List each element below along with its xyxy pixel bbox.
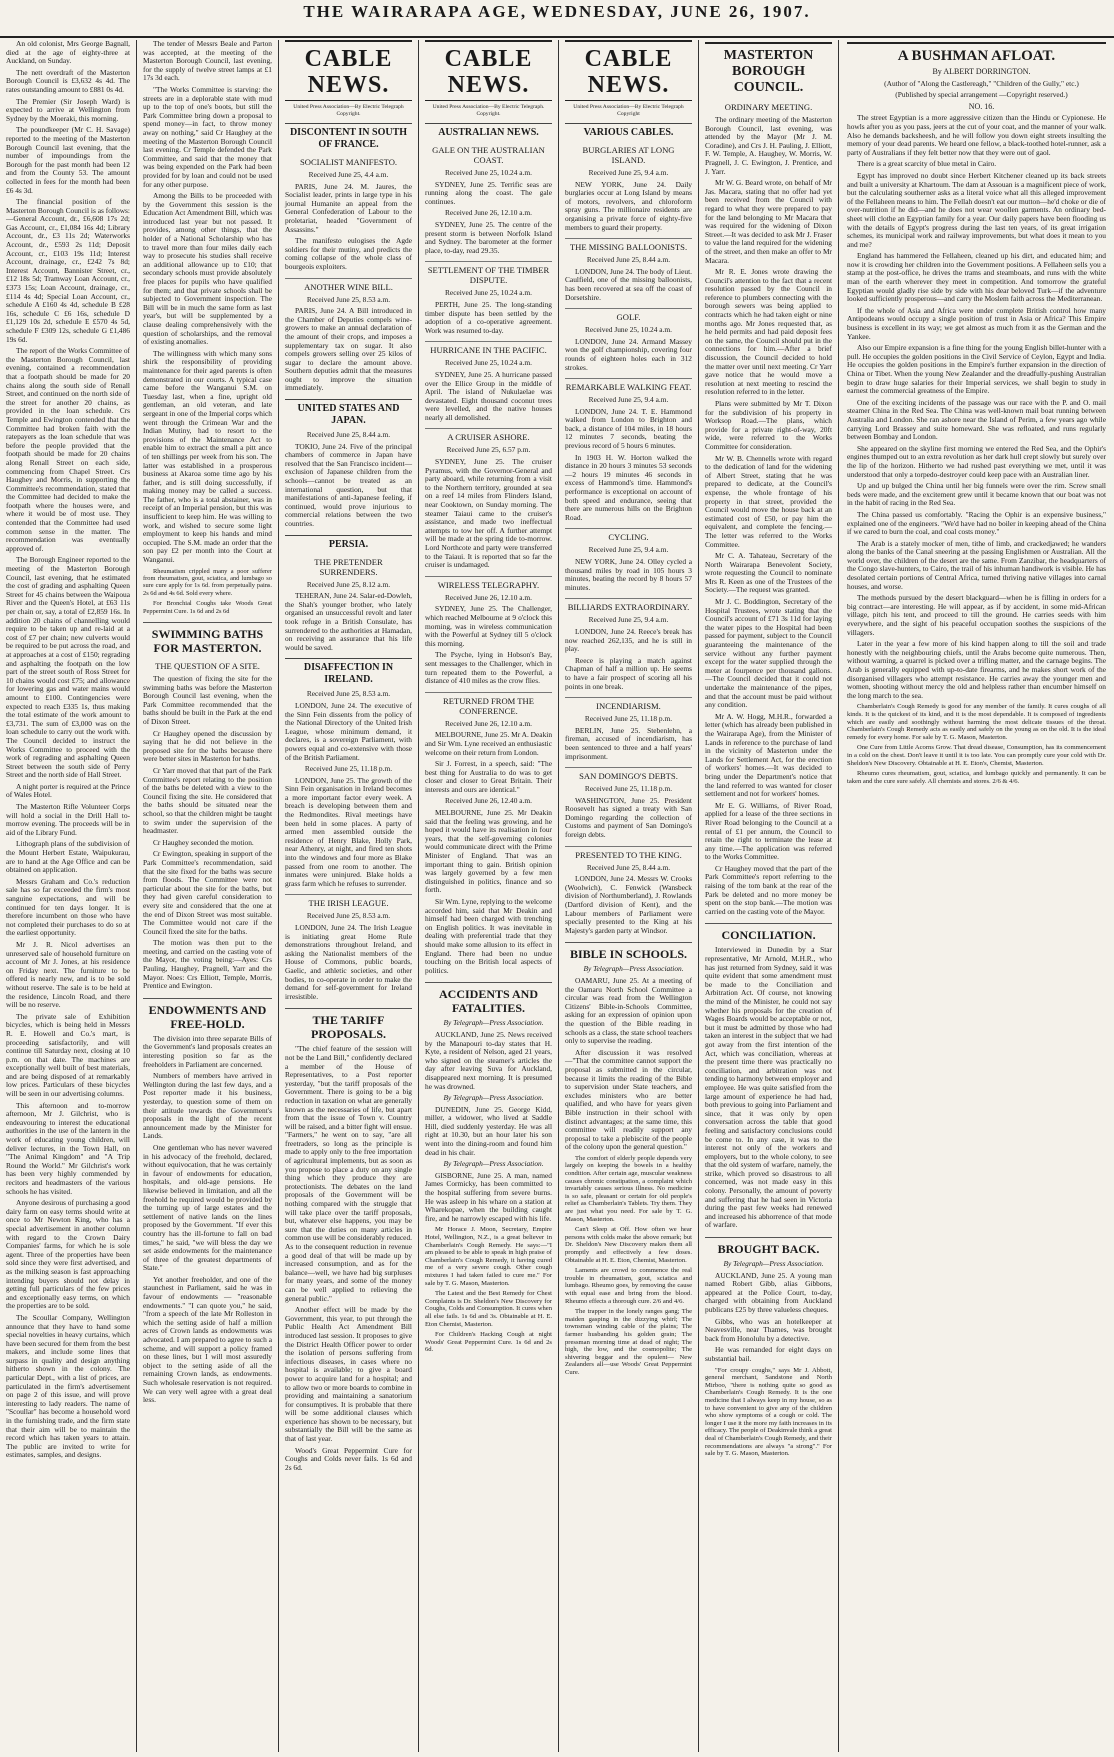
local-note: This afternoon and to-morrow afternoon, Mr J. Gilchrist, who is endeavouring to interest the educational authorities in the use of the lantern in the work of educating young children, will deliver lectures, in the Town Hall, on "The Animal Kingdom" and "A Trip Round the World." Mr Gilchrist's work has been very highly commended by recitors and headmasters of the various schools he has visited.: [6, 1100, 130, 1196]
article-paragraph: OAMARU, June 25. At a meeting of the Oamaru North School Committee a circular was read from the Wellington Citizens' Bible-in-Schools Committee, asking for an expression of opinion upon the question of the Bible reading in schools as a class, the state school teachers only to supervise the reading.: [565, 976, 692, 1046]
byline: By Telegraph—Press Association.: [443, 1018, 544, 1028]
subheadline: BURGLARIES AT LONG ISLAND.: [582, 145, 675, 165]
received-time: Received June 26, 12.10 a.m.: [444, 718, 533, 728]
note: The willingness with which many sons shirk the responsibility of providing maintenance for their aged parents is often demonstrated in our courts. A typical case came before the Wanganui S.M. on Tuesday last, when a fine, upright old gentleman, an old veteran, and late sergeant in one of the Imperial corps which went through the Crimean War and the Indian Mutiny, had to resort to the provisions of the Maintenance Act to enable him to extract the small a pitt ance of ten shillings per week from his son. The latter was established in a prosperous business at Akaroa some time ago by his father, and is still doing successfully, if making money may be called a success. The father, who is a total abstainer, was in receipt of an Imperial pension, but this was insufficient to keep him. He was willing to work, and wished to secure some light employment to keep his hands and mind occupied. The S.M. made an order that the son pay £2 per month into the Court at Wanganui.: [143, 348, 272, 565]
article-paragraph: TOKIO, June 24. Five of the principal chambers of commerce in Japan have resolved that the San Francisco incident—exclusion of Japanese children from the schools—cannot be treated as an international question, but that manifestations of anti-Japanese feeling, if continued, would prove injurious to commercial relations between the two countries.: [285, 441, 412, 528]
advertisement: "For croupy coughs," says Mr J. Abbott, general merchant, Sandstone and North Mirboo, "there is nothing quite so good as Chamberlain's Cough Remedy. It is the one medicine that I always keep in my house, so as to have convenient to give any of the children who show symptoms of a cough or cold. The longer I use it the more my faith increases in its efficacy. The people of Deakinvale think a great deal of Chamberlain's Cough Remedy, and their recommendations are always "a strong"." For sale by T. G. Mason, Masterton.: [705, 1366, 832, 1458]
received-time: Received June 25, 9.4 a.m.: [588, 168, 669, 177]
local-note: The Masterton Rifle Volunteer Corps will hold a social in the Drill Hall to-morrow evening. The proceeds will be in aid of the Library Fund.: [6, 802, 130, 837]
article-paragraph: LONDON, June 24. Armand Massey won the golf championship, covering four rounds of eighteen holes each in 312 strokes.: [565, 336, 692, 372]
article-paragraph: In 1903 H. W. Horton walked the distance in 20 hours 3 minutes 53 seconds—2 hours 19 minutes 46 seconds in excess of Hammond's time. Hammond's performance is exceptional on account of both speed and endurance, seeing that there are numerous hills on the Brighton Road.: [565, 452, 692, 522]
article-paragraph: WASHINGTON, June 25. President Roosevelt has signed a treaty with San Domingo regarding the collection of Customs and payment of San Domingo's foreign debts.: [565, 795, 692, 840]
article-paragraph: LONDON, June 25. The growth of the Sinn Fein organisation in Ireland becomes a more important factor every week. A breach is developing between them and the Redmondites. Rival meetings have been held in some places. A party of armed men assembled outside the residence of Henry Blake, Holly Park, near Athenry, at night, and fired ten shots into the windows and four more as Blake passed from one room to another. The inmates were uninjured. Blake holds a grass farm which he refuses to surrender.: [285, 775, 412, 888]
advertisement: One Cure from Little Acorns Grow. That dread disease, Consumption, has its commencement in a cold on the chest. Don't leave it until it is too late. You can promptly cure your cold with Dr. Sheldon's New Discovery. Obtainable at H. E. Eton's, Chemist, Masterton.: [847, 744, 1106, 767]
column-borough-council: [699, 40, 838, 1752]
subheadline: THE QUESTION OF A SITE.: [155, 661, 260, 672]
received-time: Received June 25, 8.12 a.m.: [306, 579, 391, 589]
article-paragraph: The manifesto eulogises the Agde soldiers for their mutiny, and predicts the coming collapse of the whole class of bourgeois exploiters.: [285, 236, 412, 271]
headline: UNITED STATES AND JAPAN.: [285, 399, 412, 427]
local-note: Messrs Graham and Co.'s reduction sale has so far exceeded the firm's most sanguine expectations, and will be continued for ten days longer. It is therefore incumbent on those who have not completed their purchases to do so at the earliest opportunity.: [6, 876, 130, 938]
article-paragraph: AUCKLAND, June 25. News received by the Manapouri to-day states that H. Kyte, a resident of Nelson, aged 21 years, who signed on the steamer's articles the day after leaving Suva for Auckland, disappeared next morning. It is presumed he was drowned.: [425, 1029, 552, 1091]
column-cable-news-2: [419, 40, 558, 1752]
article-paragraph: Mr J. C. Boddington, Secretary of the Hospital Trustees, wrote stating that the Council's account of £71 3s 11d for laying the water pipes to the Hospital had been passed for payment, subject to the Council guaranteeing the maintenance of the service without any further payment except for the water supplied through the meter at fourpence per thousand gallons.—The Council decided that it could not undertake the maintenance of the pipes, and that the account must be paid without any condition.: [705, 597, 832, 710]
received-time: Received June 26, 12.10 a.m.: [444, 208, 533, 218]
note: "The Works Committee is starving: the streets are in a deplorable state with mud up to the top of one's boots, but still the Park Committee bring down a proposal to spend money—in fact, to throw money away on nothing," said Cr Haughey at the meeting of the Masterton Borough Council last evening. Cr Temple defended the Park Committee, and said that the money that was being expended on the Park had been provided for by loan and could not be used for any other purpose.: [143, 84, 272, 189]
subheadline: WIRELESS TELEGRAPHY.: [425, 576, 552, 590]
note: The tender of Messrs Beale and Parton was accepted, at the meeting of the Masterton Borough Council, last evening, for the supply of twelve street lamps at £1 17s 3d each.: [143, 40, 272, 83]
received-time: Received June 25, 8.53 a.m.: [306, 689, 391, 699]
article-paragraph: SYDNEY, June 25. A hurricane passed over the Ellice Group in the middle of April. The island of Nukulaelae was devastated. Eight thousand coconut trees were levelled, and the native houses nearly all demolished.: [425, 369, 552, 422]
story-paragraph: Also our Empire expansion is a fine thing for the young English billet-hunter with a pull. He occupies the golden positions in the Civil Service of Ceylon, Egypt and India. He occupies the golden positions in the Empire's further expansion in the direction of China or Tibet. When the young New Zealander and the dreadfully-pushing Australian begin to draw huge salaries for their Imperial services, we shall begin to study in earnest the commercial greatness of the Empire.: [847, 343, 1106, 396]
byline: By Telegraph—Press Association.: [443, 1159, 544, 1169]
article-paragraph: MELBOURNE, June 25. Mr Deakin said that the feeling was growing, and he hoped it would have its realisation in four years, that the self-governing colonies would communicate direct with the Prime Minister of England. That was an important thing to gain. British opinion was largely governed by a few men distinguished in politics, finance and so forth.: [425, 808, 552, 895]
publication-note: (Published by special arrangement —Copyright reserved.): [895, 90, 1068, 100]
article-paragraph: "The chief feature of the session will not be the Land Bill," confidently declared a member of the House of Representatives, to a Post reporter yesterday, "but the tariff proposals of the Government. There is going to be a big reduction in taxation on what are generally known as the necessaries of life, but apart from that the issue of Town v. Country will be raised, and a bitter fight will ensue. "Farmers," he went on to say, "are all freetraders, so long as the principle is made to apply only to the free importation of agricultural implements, but as soon as you propose to place a duty on any single thing which they produce they are protectionists. The debates on the land proposals of the Government will be nothing compared with the struggle that will take place over the tariff proposals, but, whatever else happens, you may be sure that the duties on many articles in common use will be considerably reduced. As to the consequent reduction in revenue a good deal of that will be made up by increased consumption, and as for the balance—well, we have had big surpluses for many years, and some of the money can be well applied to relieving the general public.": [285, 1044, 412, 1303]
local-note: A night porter is required at the Prince of Wales Hotel.: [6, 781, 130, 800]
subheadline: SOCIALIST MANIFESTO.: [299, 157, 398, 167]
story-paragraph: Up and up bulged the China until her big funnels were over the rim. Screw small beds were made, and the excitement grew until it became known that our boat was not in the habit of racing in the Red Sea.: [847, 481, 1106, 508]
local-note: The financial position of the Masterton Borough Council is as follows:—General Account, dr., £6,608 17s 2d; Gas Account, cr., £1,084 16s 4d; Library Account, dr., £3 11s 2d; Waterworks Account, dr., £593 2s 11d; Deposit Account, cr., £103 19s 11d; Interest Account, drainage, cr., £242 7s 8d; Interest Account, Bannister Street, cr., £12 18s 5d; Tramway Loan Account, cr., £373 15s; Loan Account, drainage, cr., £114 4s 4d; Special Loan Account, cr., schedule A £160 4s 4d, schedule B £28 16s, schedule C £6 16s, schedule D £1,129 10s 2d, schedule E £570 4s 5d, schedule F £309 12s, schedule G £1,486 19s 6d.: [6, 197, 130, 344]
advertisement: For Bronchial Coughs take Woods Great Peppermint Cure. 1s 6d and 2s 6d: [143, 600, 272, 615]
section-title: CABLE NEWS.: [425, 40, 552, 101]
article-paragraph: DUNEDIN, June 25. George Kidd, miller, a widower, who lived at Saddle Hill, died suddenly yesterday. He was all right at 10.30, but an hour later his son went into the dining-room and found him dead in his chair.: [425, 1104, 552, 1157]
headline: AUSTRALIAN NEWS.: [425, 123, 552, 139]
wire-credit: United Press Association—By Electric Telegraph Copyright: [573, 104, 684, 117]
headline-tariff: THE TARIFF PROPOSALS.: [285, 1008, 412, 1041]
column-council-notes: [137, 40, 278, 1752]
received-time: Received June 25, 9.4 a.m.: [588, 545, 669, 555]
column-local-notes: [0, 40, 136, 1752]
headline-bushman-afloat: A BUSHMAN AFLOAT.: [847, 42, 1106, 64]
headline-accidents: ACCIDENTS AND FATALITIES.: [425, 982, 552, 1015]
story-paragraph: There is a great scarcity of blue metal in Cairo.: [857, 159, 997, 169]
headline-borough-council: MASTERTON BOROUGH COUNCIL.: [705, 42, 832, 96]
story-paragraph: If the whole of Asia and Africa were under complete British control how many Antipodeans would occupy a single position of trust in Asia or Africa? This Empire business is excellent in its way; we get almost as much from it as the German and the Yankee.: [847, 305, 1106, 341]
article-paragraph: Gibbs, who was an hotelkeeper at Neavesville, near Thames, was brought back from Honolulu by a detective.: [705, 1316, 832, 1343]
subheadline: THE PRETENDER SURRENDERS.: [314, 556, 383, 577]
article-paragraph: Cr Haughey opened the discussion by saying that he did not believe in the proposed site for the baths because there were better sites in Masterton for baths.: [143, 728, 272, 764]
story-paragraph: The street Egyptian is a more aggressive citizen than the Hindu or Cypionese. He howls after you as you pass, jeers at the cut of your coat, and the manner of your walk. Also he demands backsheesh, and he will follow you down eight streets insulting the memory of your dead parents. We heard one fellow, a black-toothed hotel-runner, ask a party of Australians if they felt better now that they were out of gaol.: [847, 113, 1106, 157]
headline-swimming-baths: SWIMMING BATHS FOR MASTERTON.: [143, 622, 272, 655]
article-paragraph: GISBORNE, June 25. A man, named James Cormicky, has been committed to the hospital suffering from severe burns. He was asleep in his whare on a station at Wharekopae, when the building caught fire, and he narrowly escaped with his life.: [425, 1170, 552, 1223]
local-note: The report of the Works Committee of the Masterton Borough Council, last evening, contained a recommendation that a footpath should be made for 20 chains along the south side of Renall Street, and continued on the north side of the street for another 20 chains, as provided in the loan schedule. Crs Temple and Ewington contended that the Committee had broken faith with the ratepayers as the loan schedule that was before the people provided that the footpath should be made for 20 chains along Renall Street on each side, commencing from Chapel Street. Crs Haughey and Morris, in supporting the Committee's recommendation, stated that the Committee had decided to make the footpath where the houses were, and where it would be of most use. They contended that the Committee had used common sense in the matter. The recommendation was eventually approved of.: [6, 346, 130, 553]
headline-brought-back: BROUGHT BACK.: [705, 1237, 832, 1256]
article-paragraph: Mr E. G. Williams, of River Road, applied for a lease of the three sections in River Road belonging to the Council at a rental of £1 per annum, the Council to retain the right to terminate the lease at any time.—The application was referred to the Works Committee.: [705, 800, 832, 862]
subheadline: REMARKABLE WALKING FEAT.: [565, 378, 692, 392]
received-time: Received June 25, 11.18 p.m.: [584, 714, 673, 724]
article-paragraph: TEHERAN, June 24. Salar-ed-Dowleh, the Shah's younger brother, who lately organised an unsuccessful revolt and later took refuge in a British Consulate, has surrendered to the authorities at Hamadan, on receiving an assurance that his life would be saved.: [285, 591, 412, 652]
article-paragraph: Cr Haughey moved that the part of the Park Committee's report referring to the raising of the tom bank at the rear of the Park be deleted and no more money be spent on the stop bank.—The motion was carried on the casting vote of the Mayor.: [705, 863, 832, 916]
local-note: The Scoullar Company, Wellington announce that they have to hand some special novelties in heavy curtains, which have been secured for them from the best makers, and include some lines that surpass in quality and design anything hitherto shown in the colony. The particular Dept., with a list of prices, are particulated in the firm's advertisement on page 2 of this issue, and will prove interesting to lady readers. The name of "Scoullar" has become a household word in the furnishing trade, and the firm state that their aim will be to maintain the record which has taken years to attain. The public are invited to write for estimates, samples, and designs.: [6, 1312, 130, 1460]
received-time: Received June 25, 10.24 a.m.: [584, 325, 673, 335]
subheadline: SAN DOMINGO'S DEBTS.: [565, 767, 692, 781]
headline: DISCONTENT IN SOUTH OF FRANCE.: [285, 123, 412, 151]
article-paragraph: SYDNEY, June 25. Terrific seas are running along the coast. The gale continues.: [425, 179, 552, 206]
section-title: CABLE NEWS.: [285, 40, 412, 101]
advertisement: For Children's Hacking Cough at night Woods' Great Peppermint Cure. 1s 6d and 2s 6d.: [425, 1331, 552, 1354]
advertisement: Laments are crowd to commence the real trouble in rheumatism, gout, sciatica and lumbago. Rheumo goes, by removing the cause with equal ease and bring from the blood. Rheumo effects a thorough cure. 2/6 and 4/6.: [565, 1267, 692, 1305]
column-cable-news-3: [559, 40, 698, 1752]
article-paragraph: BERLIN, June 25. Stebenlehn, a fireman, accused of incendiarism, has been sentenced to three and a half years' imprisonment.: [565, 725, 692, 761]
local-note: An old colonist, Mrs George Bagnall, died at the age of eighty-three at Auckland, on Sunday.: [6, 40, 130, 66]
article-paragraph: Sir Wm. Lyne, replying to the welcome accorded him, said that Mr Deakin and himself had been charged with trenching on English politics. It was inevitable in dealing with preferential trade that they should make some allusion to its effect in England. There had been no undue touching on the British local aspects of politics.: [425, 897, 552, 975]
column-serial-story: [839, 40, 1114, 1752]
advertisement: The comfort of elderly people depends very largely on keeping the bowels in a healthy condition. After certain age, muscular weakness causes chronic constipation, a complaint which invariably causes serious illness. No medicine is so safe, pleasant or certain for old people's relief as Chamberlain's Tablets. Try them. They are just what you need. For sale by T. G. Mason, Masterton.: [565, 1154, 692, 1223]
masthead-paper-name: THE WAIRARAPA AGE,: [303, 2, 528, 21]
article-paragraph: He was remanded for eight days on substantial bail.: [705, 1345, 832, 1363]
subheadline: PRESENTED TO THE KING.: [565, 846, 692, 860]
article-paragraph: Another effect will be made by the Government, this year, to put through the Public Health Act Amendment Bill introduced last session. It proposes to give the District Health Officer power to order the isolation of persons suffering from infectious diseases, in cases where no hospital is available; to give a board power to acquire land for a hospital; and to allow two or more boards to combine in providing and maintaining a sanatorium for consumptives. It is probable that there will be some additional clauses which experience has shown to be necessary, but substantially the Bill will be the same as that of last year.: [285, 1305, 412, 1444]
column-cable-news-1: [279, 40, 418, 1752]
story-paragraph: Later in the year a few more of his kind happen along to till the soil and trade honestly with the neighbouring chiefs, until the Arabs become quite numerous. Then, without warning, a quarrel is picked over a trifling matter, and the carnage begins. The Arab is generally equipped with up-to-date firearms, and he makes short work of the disorganised villagers who attempt resistance. He carries away the younger men and women, shooting without mercy the old and helpless rather than encumber himself on the long march to the sea.: [847, 639, 1106, 700]
byline: By Telegraph—Press Association.: [443, 1093, 544, 1103]
local-note: Mr J. R. Nicol advertises an unreserved sale of household furniture on account of Mr J. Jones, at his residence on Friday next. The furniture to be offered is nearly new, and is to be sold without reserve. The sale is to be held at the residence, Lincoln Road, and there will be no reserve.: [6, 939, 130, 1010]
local-note: Anyone desirous of purchasing a good dairy farm on easy terms should write at once to Mr Newton King, who has a special advertisement in another column with regard to the Crown Dairy Companies' farms, for which he is sole agent. Three of the properties have been sold since they were first advertised, and as the milking season is fast approaching intending buyers should not delay in getting full particulars of the few prices and exceptionally easy terms, on which the properties are to be sold.: [6, 1198, 130, 1311]
article-paragraph: The question of fixing the site for the swimming baths was before the Masterton Borough Council last evening, when the Park Committee recommended that the baths should be built in the Park at the end of Dixon Street.: [143, 674, 272, 727]
advertisement: Wood's Great Peppermint Cure for Coughs and Colds never fails. 1s 6d and 2s 6d.: [285, 1445, 412, 1472]
local-note: The poundkeeper (Mr C. H. Savage) reported to the meeting of the Masterton Borough Council last evening, that the number of impoundings from the Borough for the past month had been 12 and from the County 53. The amount collected in fees for the month had been £6 4s 3d.: [6, 125, 130, 195]
headline: DISAFFECTION IN IRELAND.: [285, 658, 412, 686]
article-paragraph: Sir J. Forrest, in a speech, said: "The best thing for Australia to do was to get closer and closer to Great Britain. Their interests and ours are identical.": [425, 759, 552, 794]
received-time: Received June 25, 8.44 a.m.: [586, 255, 671, 265]
article-paragraph: Mr R. E. Jones wrote drawing the Council's attention to the fact that a recent resolution passed by the Council in reference to plumbers connecting with the borough sewers was being applied to contracts which he had taken eight or nine months ago. Mr Jones requested that, as he held permits and had paid deposit fees on the same, the Council should put in the connections for him.—After a brief discussion, the Council decided to hold the matter over until next meeting. Cr Yarr gave notice that he would move a resolution at next meeting to rescind the resolution referred to in the letter.: [705, 267, 832, 397]
local-note: Lithograph plans of the subdivision of the Mount Herbert Estate, Waipukurau, are to hand at the Age Office and can be obtained on application.: [6, 839, 130, 875]
section-title: CABLE NEWS.: [565, 40, 692, 101]
story-paragraph: One of the exciting incidents of the passage was our race with the P. and O. mail steamer China in the Red Sea. The China was well-known mail boat running between Australia and London. She ran ashore near the Island of Perim, a few years ago while carrying Lord Brassey and suite homeward. She was refloated, and runs regularly between Bombay and London.: [847, 397, 1106, 442]
headline: PERSIA.: [285, 535, 412, 551]
advertisement: Can't Sleep at Off. How often we hear persons with colds make the above remark; but Dr. Sheldon's New Discovery makes them all promptly and effectively a few doses. Obtainable at H. E. Eton, Chemist, Masterton.: [565, 1226, 692, 1264]
article-paragraph: LONDON, June 24. The body of Lieut. Caulfield, one of the missing balloonists, has been recovered at sea off the coast of Dorsetshire.: [565, 266, 692, 302]
article-paragraph: Mr C. A. Tahateau, Secretary of the North Wairarapa Benevolent Society, wrote requesting the Council to nominate Mrs R. Keen as one of the Trustees of the Society.—The request was granted.: [705, 551, 832, 595]
subheadline: RETURNED FROM THE CONFERENCE.: [425, 692, 552, 716]
masthead-date: WEDNESDAY, JUNE 26, 1907.: [532, 2, 811, 21]
received-time: Received June 25, 11.18 p.m.: [304, 764, 393, 774]
subheadline: GOLF.: [565, 308, 692, 322]
advertisement: Chamberlain's Cough Remedy is good for any member of the family. It cures coughs of all kinds. It is the quickest of its kind, and it is the most dependable. It is composed of ingredients which are easily and soothingly without harming the most delicate tissues of the throat. Chamberlain's Cough Remedy acts as easily and safely on the young as on the old. It is the ideal remedy for every home. For sale by T. G. Mason, Masterton.: [847, 703, 1106, 741]
article-paragraph: NEW YORK, June 24. Olley cycled a thousand miles by road in 105 hours 3 minutes, beating the record by 8 hours 57 minutes.: [565, 557, 692, 592]
story-paragraph: Egypt has improved no doubt since Herbert Kitchener cleaned up its back streets and built a university at Khartoum. The dam at Assouan is a magnificent piece of work, but the calculating southerner asks as a literal voice what all this alleged improvement of the Fellaheen means to him. The Fellah doesn't eat our mutton—he'd choke or die of over-nutrition if he did—and he does not wear woollen garments. An ordinary bed-sheet will clothe an Egyptian family for a year. Our daily papers have been flooding us with the details of Egypt's progress during the last ten years, of its great irrigation schemes, its municipal work and railway improvements, but what does it mean to you and me?: [847, 170, 1106, 249]
received-time: Received June 25, 8.53 a.m.: [306, 911, 391, 921]
chapter-number: NO. 16.: [968, 101, 995, 111]
received-time: Received June 25, 8.44 a.m.: [586, 862, 671, 872]
headline-bible-in-schools: BIBLE IN SCHOOLS.: [565, 942, 692, 961]
subheadline: A CRUISER ASHORE.: [425, 428, 552, 442]
article-paragraph: Yet another freeholder, and one of the staunchest in Parliament, said he was in favour of endowments — "reasonable endowments." "I can quote you," he said, "from a speech of the late Mr Rolleston in which the setting aside of half a million acres of Crown lands as endowments was advocated. I am prepared to agree to such a scheme, and will support a policy framed on these lines, but I will most assuredly object to the setting aside of all the remaining Crown lands, as endowments. Such wholesale reservation is not required. We can very well agree with a great deal less.: [143, 1274, 272, 1405]
byline: By Telegraph—Press Association.: [583, 964, 684, 974]
headline-endowments: ENDOWMENTS AND FREE-HOLD.: [143, 998, 272, 1031]
article-paragraph: The Psyche, lying in Hobson's Bay, sent messages to the Challenger, which in turn repeated them to the Powerful, a distance of 410 miles as the crow flies.: [425, 650, 552, 686]
received-time: Received June 25, 10.24 a.m.: [444, 168, 533, 177]
article-paragraph: SYDNEY, June 25. The centre of the present storm is between Norfolk Island and Sydney. The barometer at the former place, to-day, read 29.35.: [425, 219, 552, 255]
received-time: Received June 25, 4.4 a.m.: [308, 170, 389, 179]
article-paragraph: Cr Yarr moved that that part of the Park Committee's report relating to the position of the baths be deleted with a view to the Council fixing the site. He considered that the baths should be situated near the school, so that the children might be taught to swim under the supervision of the headmaster.: [143, 766, 272, 836]
wire-credit: United Press Association—By Electric Telegraph. Copyright.: [432, 104, 545, 117]
article-paragraph: Reece is playing a match against Chapman of half a million up. He seems to have a fair prospect of scoring all his points in one break.: [565, 655, 692, 691]
story-paragraph: The Arab is a stately mocker of men, tithe of limb, and crackedjawed; he wanders along the banks of the Canal sneering at the passing Englishmen or Australian. All the world over, the children of the desert are the same. From Zanzibar, the headquarters of the Congo slave-hunters, to Cairo, the trail of his inhuman handiwork is visible. He has desolated certain portions of Central Africa, turned thriving native villages into carnal houses, and worse.: [847, 538, 1106, 591]
article-paragraph: Cr Haughey seconded the motion.: [153, 837, 254, 847]
advertisement: Rheumatism crippled many a poor sufferer from rheumatism, gout, sciatica, and lumbago so sure cure apply for 1s 6d. from perpetually pains. 2s 6d and 4s 6d. Sold every where.: [143, 567, 272, 597]
advertisement: Rheumo cures rheumatism, gout, sciatica, and lumbago quickly and permanently. It can be taken and the cure sure safely. All chemists and stores. 2/6 & 4/6.: [847, 770, 1106, 785]
article-paragraph: Mr W. G. Beard wrote, on behalf of Mr Jas. Macara, stating that no offer had yet been received from the Council with regard to what they were prepared to pay for the land belonging to Mr Macara that was required for the widening of Dixon Street.—It was decided to ask Mr J. Fraser to value the land required for the widening of the street, and then make an offer to Mr Macara.: [705, 178, 832, 265]
subheadline: GALE ON THE AUSTRALIAN COAST.: [432, 145, 545, 165]
received-time: Received June 26, 12.40 a.m.: [444, 796, 533, 806]
masthead: [0, 0, 1114, 38]
advertisement-poem: The trapper in the lonely ranges gang; The maiden gasping in the dizzying whirl; The townsman winding cable of the plains; The farmer husbanding his golden grain; The pressman morning time at dead of night; The high, the low, and the cosmopolite; The shivering beggar and the opulent— New Zealanders all—use Woods' Great Peppermint Cure.: [565, 1308, 692, 1376]
wire-credit: United Press Association—By Electric Telegraph Copyright.: [293, 104, 404, 117]
received-time: Received June 25, 6.57 p.m.: [446, 445, 531, 455]
received-time: Received June 25, 9.4 a.m.: [588, 395, 669, 405]
article-paragraph: PARIS, June 24. M. Jaures, the Socialist leader, prints in large type in his journal Humanite an appeal from the General Confederation of Labour to the proletariat, headed "Government of Assassins.": [285, 181, 412, 234]
article-paragraph: AUCKLAND, June 25. A young man named Robert Gibb, alias Gibbons, appeared at the Police Court, to-day, charged with obtaining from Auckland publicans £25 by three valueless cheques.: [705, 1270, 832, 1314]
byline: By ALBERT DORRINGTON.: [932, 67, 1031, 76]
article-paragraph: SYDNEY, June 25. The cruiser Pyramus, with the Governor-General and party aboard, while returning from a visit to the Northern territory, grounded at sea on a reef 14 miles from Flinders Island, near Cooktown, on Sunday morning. The steamer Taiaui came to the cruiser's assistance, and made two ineffectual attempts to tow her off. A further attempt will be made at the spring tide to-morrow. Lord Northcote and party were transferred to the Taiaui. It is reported that so far the cruiser is undamaged.: [425, 457, 552, 570]
subheadline: ANOTHER WINE BILL.: [285, 278, 412, 292]
received-time: Received June 25, 8.53 a.m.: [306, 294, 391, 304]
article-paragraph: LONDON, June 24. The Irish League is initiating great Home Rule demonstrations throughout Ireland, and asking the Nationalist members of the House of Commons, public boards, Gaelic, and athletic societies, and other bodies, to co-operate in order to make the demand for self-government for Ireland irresistible.: [285, 923, 412, 1001]
article-paragraph: LONDON, June 24. T. E. Hammond walked from London to Brighton and back, a distance of 104 miles, in 18 hours 12 minutes 7 seconds, beating the previous record of 5 hours 6 minutes.: [565, 406, 692, 451]
article-paragraph: Numbers of members have arrived in Wellington during the last few days, and a Post reporter made it his business, yesterday, to question some of them on their attitude towards the Government's proposals in the light of the recent announcement made by the Minister for Lands.: [143, 1071, 272, 1141]
article-paragraph: Mr W. B. Chennells wrote with regard to the dedication of land for the widening of Albert Street, stating that he was prepared to dedicate, at the Council's expense, the whole frontage of his property in that street, provided the Council would move the house back at an estimated cost of £50, or pay him the equivalent, and complete the fencing.—The letter was referred to the Works Committee.: [705, 453, 832, 549]
article-paragraph: SYDNEY, June 25. The Challenger, which reached Melbourne at 9 o'clock this morning, was in wireless communication with the Powerful at Sydney till 5 o'clock this morning.: [425, 604, 552, 648]
story-paragraph: The China passed us comfortably. "Racing the Ophir is an expensive business," explained one of the engineers. "We'd have had no boiler in keeping ahead of the China if we cared to burn the coal, and coal costs money.": [847, 509, 1106, 537]
article-paragraph: Cr Ewington, speaking in support of the Park Committee's recommendation, said that the site fixed for the baths was secure from floods. The Committee were not particular about the site for the baths, but they had given careful consideration to every site and considered that the one at the end of Dixon Street was most suitable. The Committee would not care if the Council fixed the site for the baths.: [143, 849, 272, 936]
author-note: (Author of "Along the Castlereagh," "Children of the Gully," etc.): [884, 78, 1079, 88]
subheadline: INCENDIARISM.: [565, 697, 692, 711]
received-time: Received June 25, 10.24 a.m.: [444, 358, 533, 368]
subheadline: ORDINARY MEETING.: [724, 102, 813, 112]
subheadline: THE IRISH LEAGUE.: [285, 894, 412, 908]
story-paragraph: The methods pursued by the desert blackguard—when he is filling in orders for a big contract—are interesting. He will appear, as if by accident, in some mid-African village, pitch his tent, and proceed to till the ground. He carries seeds with him everywhere, and the sight of his peaceful occupation soothes the suspicions of the villagers.: [847, 593, 1106, 637]
local-note: The Borough Engineer reported to the meeting of the Masterton Borough Council, last evening, that he estimated the cost of grading and asphalting Queen Street for 45 chains between the Waipoua River and the Queen's Hotel, at £63 11s per chain or, say, a total of £2,859 16s. In addition 20 chains of channelling would require to be taken up and re-laid at a cost of £7 per chain; new culverts would be required to be put across the road, and at approaches at a cost of £150; regrading and asphalting the footpath on the low part of the street south of Ross Street for 10 chains would cost £75; and allowance for lowering gas and water mains would amount to £100. Contingencies were expected to reach £335 1s, thus making the total estimate of the work amount to £3,731. The sum of £3,000 was on the loan schedule to carry out the work with. The Council decided to instruct the Works Committee to proceed with the work of regrading and asphalting Queen Street between the south side of Perry Street and the north side of Hall Street.: [6, 555, 130, 780]
story-paragraph: England has hammered the Fellaheen, cleaned up his dirt, and educated him; and now it is crowding her children into the Government positions. A Fellaheen sells you a stamp at the post-office, he drives the trams and steamboats, and runs with the white man of the earth wherever they meet in competition. And tomorrow the grateful Egyptian would gladly rise side by side with his dear beloved Turk—if the adventure looked sufficiently prosperous—and carry the Moslem faith across the Mediterranean.: [847, 251, 1106, 304]
article-paragraph: Plans were submitted by Mr T. Dixon for the subdivision of his property in Worksop Road.—The plans, which provide for a private right-of-way, 20ft wide, were referred to the Works Committee for consideration.: [705, 399, 832, 451]
article-paragraph: LONDON, June 24. Reece's break has now reached 262,135, and he is still in play.: [565, 626, 692, 654]
masthead-title: [0, 2, 1114, 22]
received-time: Received June 25, 10.24 a.m.: [444, 288, 533, 298]
article-paragraph: The ordinary meeting of the Masterton Borough Council, last evening, was attended by the Mayor (Mr J. M. Coradine), and Crs J. H. Pauling, J. Elliott, F. W. Temple, A. Haughey, W. Morris, W. Pragnell, J. C. Ewington, J. Prentice, and J. Yarr.: [705, 115, 832, 176]
article-paragraph: Interviewed in Dunedin by a Star representative, Mr Arnold, M.H.R., who has just returned from Sydney, said it was quite evident that some amendment must be made to the Conciliation and Arbitration Act. Of course, not knowing the mind of the Minister, he could not say whether his proposals for the creation of Wages Boards would be acceptable or not, but it must be admitted by those who had taken an interest in the subject that we had got away from the first intention of the Act, which was conciliation, whereas at the present time there was practically no conciliation, and arbitration was not tending to harmony between employer and employee. He was quite satisfied from the large amount of experience he had had, both previous to going into Parliament and since, that it was only by open conversation across the table that good feeling and satisfactory conclusions could be come to. In any case, it was to the interest not only of the workers and employers, but to the whole colony, to see that the old system of warfare, namely, the strike, which proved so disastrous to all concerned, was not made easy in this colony. Personally, the amount of poverty and suffering that he had seen in Victoria during the past few weeks had renewed and increased his abhorrence of that mode of warfare.: [705, 945, 832, 1230]
subheadline: BILLIARDS EXTRAORDINARY.: [565, 598, 692, 612]
headline: VARIOUS CABLES.: [565, 123, 692, 139]
article-paragraph: PARIS, June 24. A Bill introduced in the Chamber of Deputies compels wine-growers to make an annual declaration of the amount of their crops, and imposes a supplementary tax on sugar. It also compels growers selling over 25 kilos of sugar to declare the amount above. Southern deputies admit that the measures ought to improve the situation immediately.: [285, 306, 412, 393]
article-paragraph: After discussion it was resolved —"That the committee cannot support the proposal as submitted in the circular, because it limits the reading of the Bible to supervision under State teachers, and excludes ministers who are better qualified, and who have for years given Bible instruction in their school with distinct advantages; at the same time, this committee will readily support any proposal to take a plebiscite of the people of the colony upon the general question.": [565, 1047, 692, 1152]
headline-conciliation: CONCILIATION.: [705, 923, 832, 942]
article-paragraph: LONDON, June 24. The executive of the Sinn Fein dissents from the policy of the National Directory of the United Irish League, whose minimum demand, it declares, is a sovereign Parliament, with powers equal and co-extensive with those of the British Parliament.: [285, 700, 412, 762]
byline: By Telegraph—Press Association.: [723, 1259, 824, 1269]
article-paragraph: MELBOURNE, June 25. Mr A. Deakin and Sir Wm. Lyne received an enthusiastic welcome on their return from London.: [425, 730, 553, 757]
received-time: Received June 25, 11.18 p.m.: [584, 784, 673, 794]
received-time: Received June 25, 9.4 a.m.: [588, 615, 669, 625]
local-note: The private sale of Exhibition bicycles, which is being held in Messrs R. E. Howell and Co.'s mart, is proceeding satisfactorily, and will continue till Saturday next, closing at 10 p.m. on that date. The machines are exceptionally well built of best materials, and are being disposed of at remarkably low prices. Particulars of these bicycles will be seen in our advertising columns.: [6, 1011, 130, 1099]
article-paragraph: One gentleman who has never wavered in his advocacy of the freehold, declared, without equivocation, that he was certainly in favour of endowments for education, hospitals, and old-age pensions. He likewise believed in limitation, and all the freehold he required would be provided by the turning up of large estates and the settlement of native lands on the lines proposed by the Government. "If ever this country has the ill-fortune to fall on bad times," he said, "we will bless the day we set aside endowments for the maintenance of three of the greatest departments of State.": [143, 1142, 272, 1273]
advertisement: Mr Horace J. Moon, Secretary, Empire Hotel, Wellington, N.Z., is a great believer in Chamberlain's Cough Remedy. He says:—"I am pleased to be able to speak in high praise of Chamberlain's Cough Remedy, it having cured me of a very severe cough. Other cough mixtures I had taken failed to cure me." For sale by T. G. Mason, Masterton.: [425, 1226, 552, 1287]
subheadline: CYCLING.: [565, 528, 692, 542]
article-paragraph: The division into three separate Bills of the Government's land proposals creates an interesting position so far as the freeholders in Parliament are concerned.: [143, 1033, 272, 1069]
article-paragraph: Mr A. W. Hogg, M.H.R., forwarded a letter (which has already been published in the Wairarapa Age), from the Minister of Lands in reference to the purchase of land in the vicinity of Masterton under the Lands for Settlement Act, for the erection of workers' homes.—It was decided to bring under the Department's notice that the land referred to was wanted for closer settlement and not for workers' homes.: [705, 711, 832, 799]
subheadline: HURRICANE IN THE PACIFIC.: [425, 341, 552, 355]
received-time: Received June 25, 8.44 a.m.: [306, 430, 391, 440]
story-paragraph: She appeared on the skyline first morning we entered the Red Sea, and the Ophir's engines thumped out to an extra revolution as her dark hull crept slowly but surely over the lip of the horizon. Hitherto we had rushed past everything we met, until it was understood that only a torpedo-destroyer could keep pace with an Australian liner.: [847, 443, 1106, 479]
subheadline: THE MISSING BALLOONISTS.: [565, 238, 692, 252]
local-note: The nett overdraft of the Masterton Borough Council is £3,632 4s 4d. The rates outstanding amount to £881 0s 4d.: [6, 67, 130, 94]
article-paragraph: NEW YORK, June 24. Daily burglaries occur at Long Island by means of motors, revolvers, and chloroform spray guns. The millionaire residents are organising a private force of eighty-five members to guard their property.: [565, 179, 692, 232]
article-paragraph: LONDON, June 24. Messrs W. Crooks (Woolwich), C. Fenwick (Wansbeck division of Northumberland), J. Rowlands (Dartford division of Kent), and the Labour members of Parliament were specially presented to the King at his Majesty's garden party at Windsor.: [565, 874, 692, 935]
received-time: Received June 26, 12.10 a.m.: [444, 592, 533, 602]
local-note: The Premier (Sir Joseph Ward) is expected to arrive at Wellington from Sydney by the Moeraki, this morning.: [6, 96, 130, 123]
advertisement: The Latest and the Best Remedy for Chest Complaints is Dr. Sheldon's New Discovery for Coughs, Colds and Consumption. It cures when all else fails. 1s 6d and 3s. Obtainable at H. E. Eton Chemist, Masterton.: [425, 1290, 552, 1328]
article-paragraph: The motion was then put to the meeting, and carried on the casting vote of the Mayor, the voting being:—Ayes: Crs Pauling, Haughey, Pragnell, Yarr and the Mayor. Noes: Crs Elliott, Temple, Morris, Prentice and Ewington.: [143, 938, 272, 991]
article-paragraph: PERTH, June 25. The long-standing timber dispute has been settled by the adoption of a co-operative agreement. Work was resumed to-day.: [425, 299, 552, 335]
subheadline: SETTLEMENT OF THE TIMBER DISPUTE.: [425, 261, 552, 285]
note: Among the Bills to be proceeded with by the Government this session is the Education Act Amendment Bill, which was introduced last year but not passed. It provides, among other things, that the holder of a National Scholarship who has to travel more than four miles daily each way to prosecute his studies shall receive an additional allowance up to £10; that secondary schools must provide absolutely free places for pupils who have qualified for them; and that private schools shall be subjected to Government inspection. The Bill will be in much the same form as last year's, but will be supplemented by a clause dealing comprehensively with the question of scholarships, and the removal of existing anomalies.: [143, 191, 272, 347]
